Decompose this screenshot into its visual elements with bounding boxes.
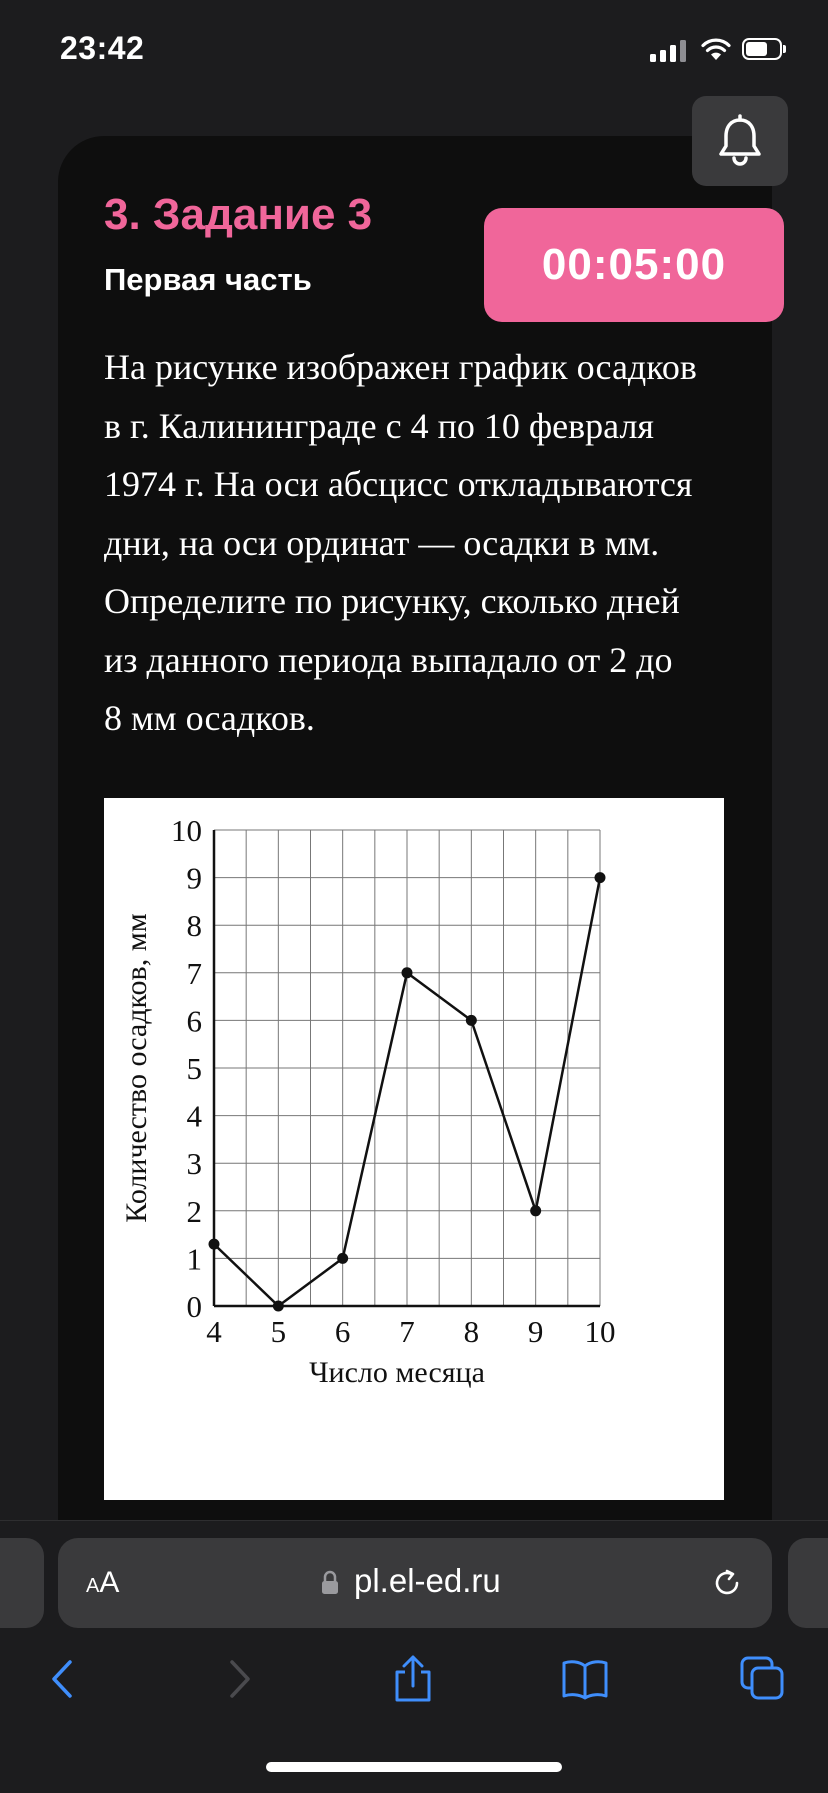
y-axis-label: Количество осадков, мм — [120, 913, 153, 1223]
task-line: в г. Калининграде с 4 по 10 февраля — [104, 405, 654, 446]
y-tick-label: 7 — [186, 955, 202, 991]
wifi-icon — [700, 36, 732, 62]
task-line: На рисунке изображен график осадков — [104, 347, 697, 387]
x-axis-label: Число месяца — [309, 1356, 485, 1389]
data-point — [273, 1301, 284, 1312]
notifications-button[interactable] — [692, 96, 788, 186]
task-line: дни, на оси ординат — осадки в мм. — [104, 522, 660, 563]
reload-icon[interactable] — [710, 1566, 744, 1600]
y-tick-label: 6 — [186, 1003, 202, 1039]
y-tick-label: 1 — [186, 1241, 202, 1277]
data-point — [530, 1205, 541, 1216]
task-title: 3. Задание 3 — [104, 190, 373, 239]
next-tab-preview[interactable] — [788, 1538, 828, 1628]
y-tick-label: 10 — [171, 813, 202, 848]
data-point — [402, 967, 413, 978]
bookmarks-icon[interactable] — [560, 1654, 610, 1704]
task-line: 1974 г. На оси абсцисс откладываются — [104, 464, 693, 504]
reader-settings-button[interactable]: AA — [86, 1566, 120, 1599]
x-tick-label: 10 — [584, 1314, 616, 1349]
forward-icon[interactable] — [214, 1654, 264, 1704]
task-subtitle: Первая часть — [104, 262, 312, 297]
chart-svg — [104, 798, 724, 1500]
data-point — [209, 1239, 220, 1250]
data-point — [337, 1253, 348, 1264]
y-tick-label: 5 — [186, 1051, 202, 1086]
x-tick-label: 8 — [463, 1314, 480, 1349]
battery-icon — [742, 38, 788, 62]
previous-tab-preview[interactable] — [0, 1538, 44, 1628]
x-tick-label: 5 — [270, 1314, 287, 1349]
tabs-icon[interactable] — [738, 1654, 788, 1704]
share-icon[interactable] — [388, 1654, 438, 1704]
y-tick-label: 2 — [186, 1193, 202, 1229]
data-point — [466, 1015, 477, 1026]
url-text: pl.el-ed.ru — [354, 1562, 501, 1599]
lock-icon — [320, 1570, 340, 1596]
y-tick-label: 3 — [186, 1146, 202, 1182]
status-time: 23:42 — [60, 30, 145, 66]
x-tick-label: 6 — [334, 1314, 351, 1349]
task-line: Определите по рисунку, сколько дней — [104, 581, 680, 621]
bell-icon — [716, 114, 764, 168]
x-tick-label: 9 — [527, 1314, 544, 1349]
data-point — [595, 872, 606, 883]
y-tick-label: 8 — [186, 908, 202, 944]
precipitation-chart — [104, 798, 724, 1500]
cellular-signal-icon — [650, 40, 686, 62]
address-bar[interactable] — [58, 1538, 772, 1628]
task-line: 8 мм осадков. — [104, 698, 315, 738]
y-tick-label: 0 — [186, 1289, 202, 1324]
countdown-timer: 00:05:00 — [484, 208, 784, 322]
task-line: из данного периода выпадало от 2 до — [104, 639, 673, 680]
x-tick-label: 4 — [206, 1314, 222, 1349]
y-tick-label: 4 — [186, 1098, 202, 1134]
status-bar — [0, 0, 828, 100]
x-tick-label: 7 — [399, 1314, 415, 1349]
y-tick-label: 9 — [186, 860, 202, 896]
task-statement — [104, 338, 744, 748]
home-indicator — [266, 1762, 562, 1772]
back-icon[interactable] — [38, 1654, 88, 1704]
